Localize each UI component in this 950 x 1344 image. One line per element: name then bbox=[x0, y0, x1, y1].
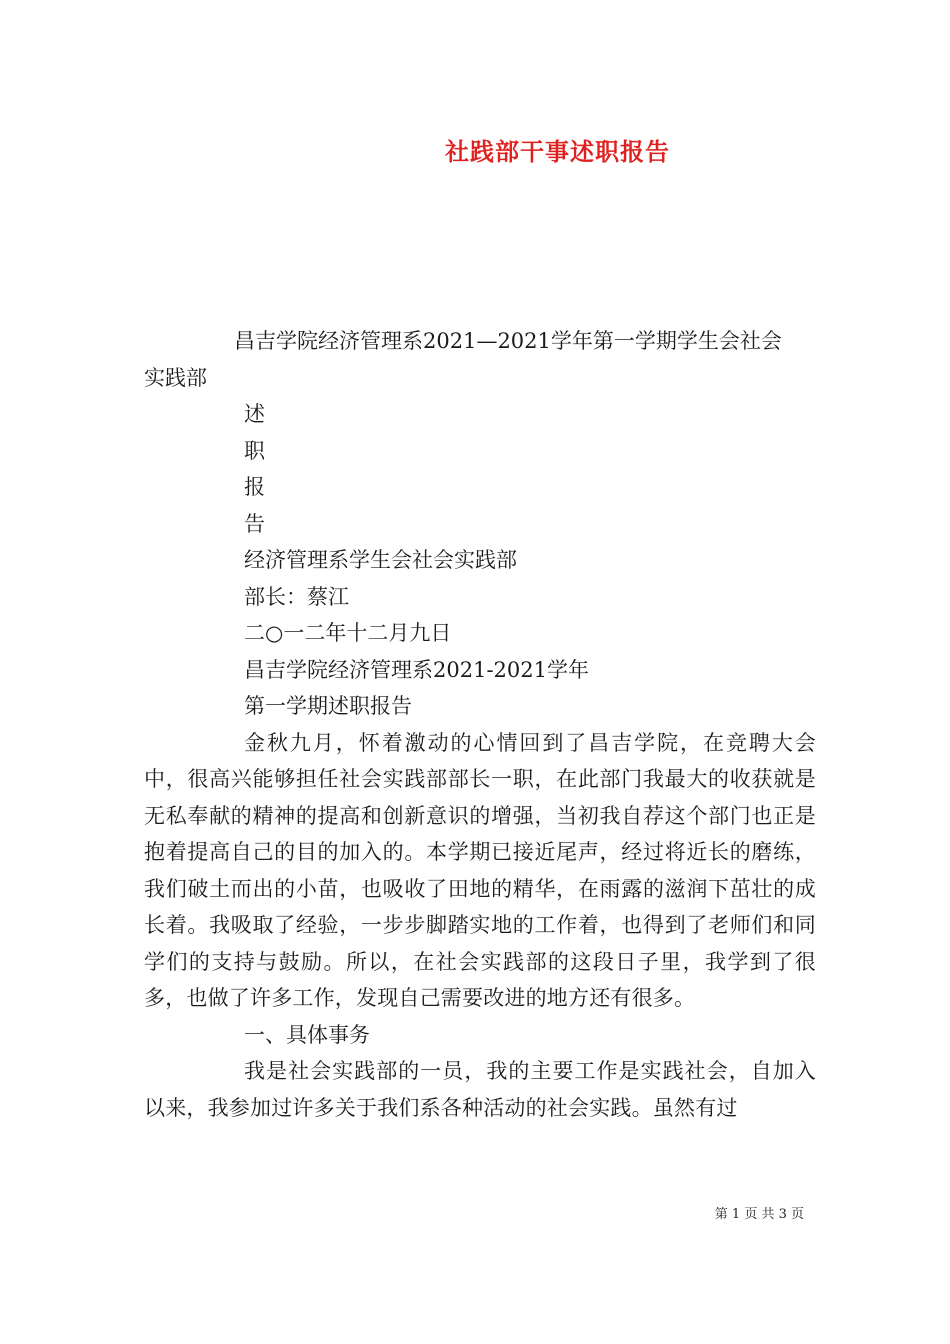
cover-line-school-year: 昌吉学院经济管理系2021-2021学年 bbox=[244, 657, 589, 682]
cover-line-date: 二○一二年十二月九日 bbox=[244, 621, 452, 645]
document-title: 社践部干事述职报告 bbox=[445, 137, 670, 166]
cover-line-header: 昌吉学院经济管理系2021—2021学年第一学期学生会社会 bbox=[234, 329, 782, 353]
cover-line-char-3: 报 bbox=[244, 475, 265, 499]
cover-line-char-1: 述 bbox=[244, 402, 265, 426]
cover-line-report-title: 第一学期述职报告 bbox=[244, 694, 412, 718]
document-body bbox=[144, 323, 816, 1126]
cover-line-minister: 部长：蔡江 bbox=[244, 584, 349, 609]
cover-line-department: 经济管理系学生会社会实践部 bbox=[244, 548, 517, 572]
cover-line-char-4: 告 bbox=[244, 511, 265, 536]
cover-line-header-cont: 实践部 bbox=[144, 365, 207, 390]
paragraph-duties: 我是社会实践部的一员，我的主要工作是实践社会，自加入以来，我参加过许多关于我们系各种活动的社会实践。虽然有过 bbox=[144, 1059, 816, 1120]
page-number-footer: 第 1 页 共 3 页 bbox=[714, 1207, 804, 1222]
cover-line-char-2: 职 bbox=[244, 438, 265, 463]
paragraph-intro: 金秋九月，怀着激动的心情回到了昌吉学院，在竞聘大会中，很高兴能够担任社会实践部部长一职，在此部门我最大的收获就是无私奉献的精神的提高和创新意识的增强，当初我自荐这个部门也正是抱着提高自己的目的加入的。本学期已接近尾声，经过将近长的磨练，我们破土而出的小苗，也吸收了田地的精华，在雨露的滋润下茁壮的成长着。我吸取了经验，一步步脚踏实地的工作着，也得到了老师们和同学们的支持与鼓励。所以，在社会实践部的这段日子里，我学到了很多，也做了许多工作，发现自己需要改进的地方还有很多。 bbox=[144, 730, 816, 1010]
section-heading: 一、具体事务 bbox=[244, 1022, 370, 1047]
